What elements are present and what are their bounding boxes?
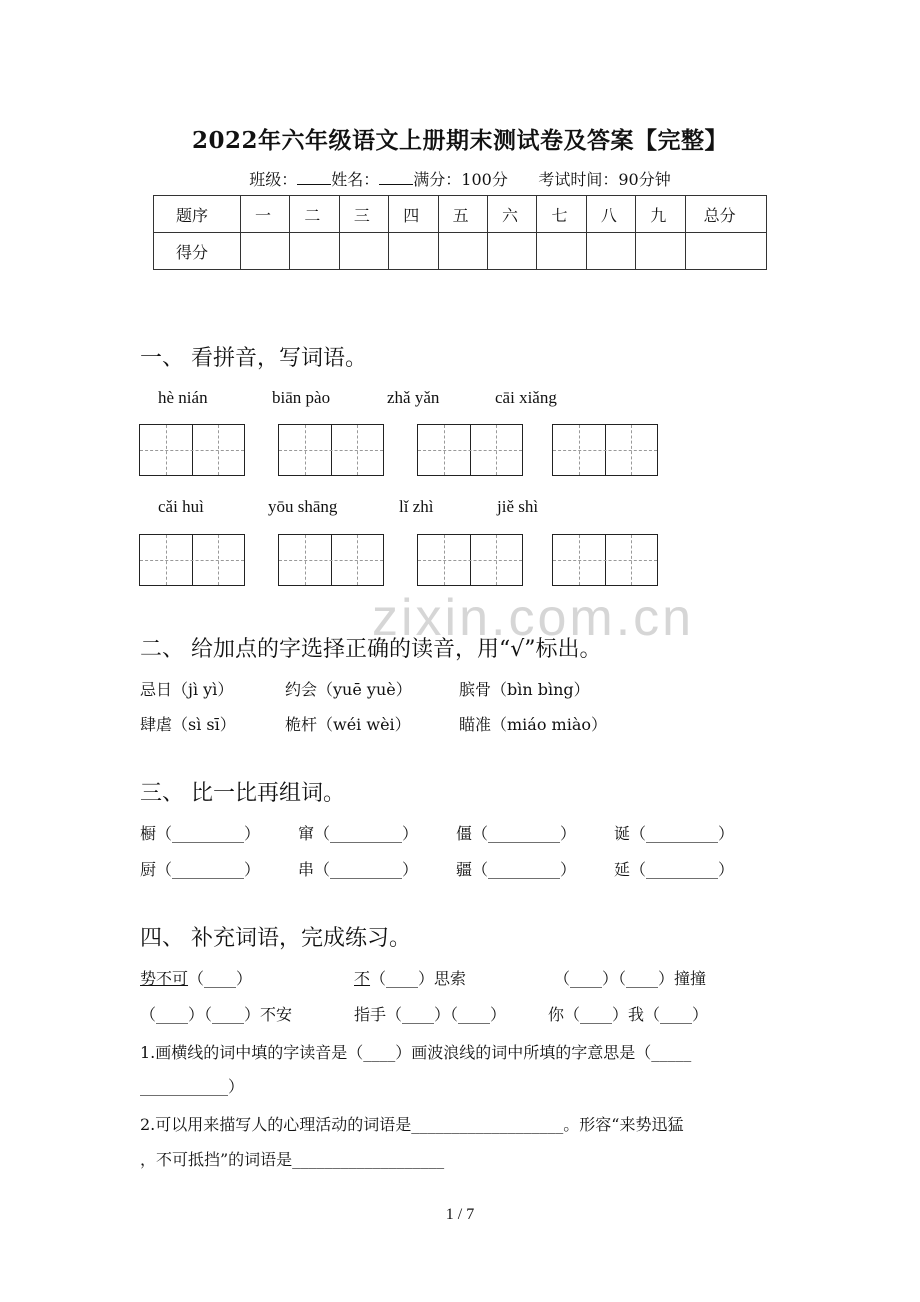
score-cell[interactable] [389,233,438,270]
name-blank [379,170,413,185]
score-cell[interactable] [241,233,290,270]
score-header-row [154,196,767,233]
score-cell[interactable] [685,233,766,270]
pinyin-label: cāi xiǎng [495,388,557,407]
pinyin-label: cǎi huì [158,497,204,516]
compare-item: 诞（_________） [614,824,735,843]
pinyin-label: yōu shāng [268,497,338,516]
question-1-line1: 1.画横线的词中填的字读音是（____）画波浪线的词中所填的字意思是（_____ [140,1043,692,1062]
underlined-text: 势不可 [140,969,189,988]
section1-heading: 一、 看拼音，写词语。 [140,346,367,371]
pinyin-label: zhǎ yǎn [387,388,440,407]
reading-item: 瞄准（miáo miào） [459,715,608,734]
underlined-text: 不 [354,969,371,988]
exam-info [0,167,920,190]
section2-heading: 二、 给加点的字选择正确的读音，用“√”标出。 [140,637,602,662]
idiom-item: 你（____）我（____） [548,1005,709,1024]
compare-item: 橱（_________） [140,824,261,843]
full-score: 满分：100分 [413,170,508,189]
score-header-cell: 八 [586,196,635,233]
reading-item: 膑骨（bìn bìng） [459,680,590,699]
score-cell[interactable] [636,233,685,270]
score-cell[interactable] [290,233,339,270]
exam-time: 考试时间：90分钟 [538,170,671,189]
writing-grid[interactable] [278,424,384,476]
reading-item: 约会（yuē yuè） [285,680,412,699]
class-label: 班级： [249,170,298,189]
idiom-item: （____）（____）不安 [140,1005,293,1024]
pinyin-label: biān pào [272,388,331,407]
compare-item: 延（_________） [614,860,735,879]
score-cell[interactable] [586,233,635,270]
score-header-cell: 四 [389,196,438,233]
compare-item: 厨（_________） [140,860,261,879]
idiom-item: （____）（____）撞撞 [554,969,707,988]
idiom-blank: （____）思索 [370,969,467,988]
section3-heading: 三、 比一比再组词。 [140,781,345,806]
score-value-row [154,233,767,270]
question-2-line2: ，不可抵挡”的词语是___________________ [140,1150,445,1169]
compare-item: 串（_________） [298,860,419,879]
question-1-line2: ___________） [140,1077,245,1096]
idiom-item [140,966,252,989]
writing-grid[interactable] [417,534,523,586]
reading-item: 肆虐（sì sī） [140,715,236,734]
writing-grid[interactable] [552,424,658,476]
score-header-cell: 六 [488,196,537,233]
question-2-line1: 2.可以用来描写人的心理活动的词语是___________________。形容“来势迅猛 [140,1115,684,1134]
idiom-item: 指手（____）（____） [354,1005,507,1024]
compare-item: 疆（_________） [456,860,577,879]
writing-grid[interactable] [139,424,245,476]
score-cell[interactable] [438,233,487,270]
pinyin-label: jiě shì [497,497,539,516]
score-header-cell: 三 [339,196,388,233]
class-blank [297,170,331,185]
score-cell[interactable] [339,233,388,270]
score-cell[interactable] [537,233,586,270]
page-title: 2022年六年级语文上册期末测试卷及答案【完整】 [191,127,728,154]
score-row-label: 得分 [154,233,241,270]
score-header-cell: 二 [290,196,339,233]
watermark: zixin.com.cn [372,589,695,647]
writing-grid[interactable] [417,424,523,476]
score-header-cell: 五 [438,196,487,233]
score-header-cell: 总分 [685,196,766,233]
reading-item: 桅杆（wéi wèi） [285,715,411,734]
section4-heading: 四、 补充词语，完成练习。 [140,926,411,951]
compare-item: 僵（_________） [456,824,577,843]
writing-grid[interactable] [139,534,245,586]
idiom-blank: （____） [188,969,253,988]
writing-grid[interactable] [552,534,658,586]
idiom-item [354,966,466,989]
score-cell[interactable] [488,233,537,270]
score-header-cell: 九 [636,196,685,233]
score-header-cell: 题序 [154,196,241,233]
pinyin-label: lǐ zhì [399,497,434,516]
compare-item: 窜（_________） [298,824,419,843]
reading-item: 忌日（jì yì） [140,680,234,699]
score-header-cell: 七 [537,196,586,233]
writing-grid[interactable] [278,534,384,586]
page-number: 1 / 7 [445,1206,475,1223]
score-table [153,195,767,270]
pinyin-label: hè nián [158,388,208,407]
name-label: 姓名： [331,170,380,189]
score-header-cell: 一 [241,196,290,233]
